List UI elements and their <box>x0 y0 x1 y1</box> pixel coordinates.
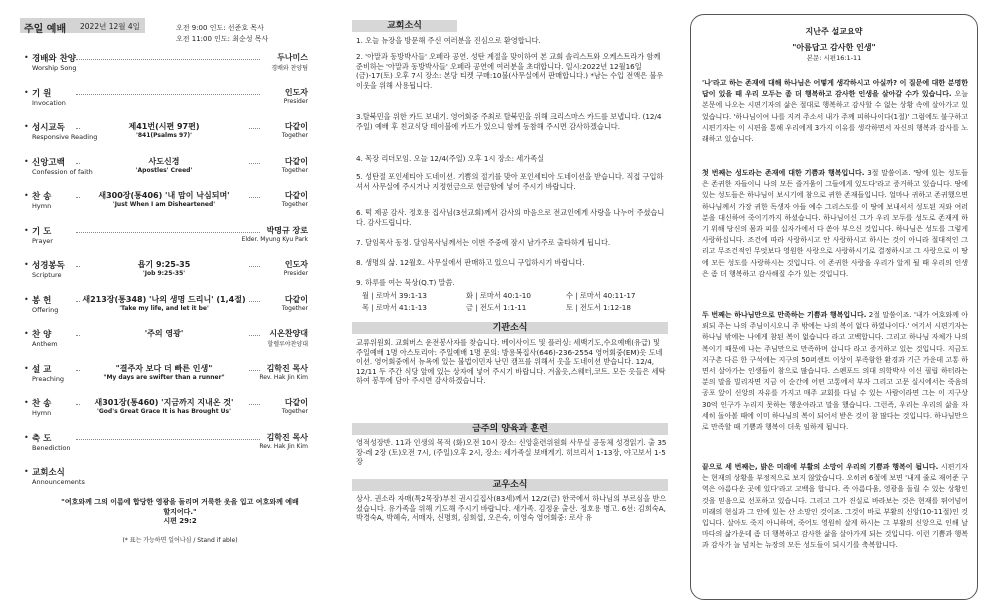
order-item-leader-english: Together <box>281 132 308 139</box>
service-time-1: 오전 9:00 인도: 선준호 목사 <box>176 24 264 32</box>
order-item-leader-english: Together <box>281 201 308 208</box>
order-item-content: "결주자 보다 더 빠른 인생" <box>80 363 248 374</box>
order-item <box>24 259 308 289</box>
news-item-3: 3.탈북민을 위한 카드 보내기. 영어회중 주최로 탈북민을 위해 크리스마스 카드를 보냅니다. (12/4 주일) 예배 후 친교식당 테이블에 카드가 있으니 함께 동참해 주시면 감사하겠습니다. <box>356 112 662 131</box>
closing-verse <box>60 498 300 527</box>
order-item-english: Hymn <box>32 202 52 210</box>
news-item-7: 7. 달임목사 동정. 달임목사님께서는 이번 주중에 잠시 남가주로 출타하게 됩니다. <box>356 238 611 247</box>
order-bullet: • <box>24 398 29 407</box>
news-item-8: 8. 생명의 삶. 12월호. 사무실에서 판매하고 있으니 구입하시기 바랍니다. <box>356 258 585 267</box>
order-item-leader-english: Rev. Hak Jin Kim <box>259 442 308 450</box>
members-header: 교우소식 <box>352 479 668 491</box>
order-item-english: Anthem <box>32 340 58 348</box>
order-item <box>24 432 308 462</box>
order-item-title: 축 도 <box>32 433 52 444</box>
order-item <box>24 466 308 496</box>
order-item-english: Preaching <box>32 374 65 383</box>
order-item-english: Responsive Reading <box>32 133 98 141</box>
order-item-leader-english: Presider <box>283 270 308 277</box>
order-item <box>24 397 308 427</box>
order-bullet: • <box>24 225 29 235</box>
order-item <box>24 190 308 220</box>
order-item-leader-english: 할렐루야찬양대 <box>267 341 308 348</box>
order-item-english: Hymn <box>32 409 52 417</box>
qt-schedule <box>356 291 668 315</box>
order-item <box>24 52 308 82</box>
order-item-leader: 김학진 목사 <box>264 432 308 443</box>
order-item-leader-english: Rev. Hak Jin Kim <box>259 373 308 381</box>
sermon-paragraph-1 <box>702 78 968 145</box>
order-item-leader: 다같이 <box>282 397 308 408</box>
sermon-subtitle: "아름답고 감사한 인생" <box>792 43 876 52</box>
order-item <box>24 294 308 324</box>
order-item-leader-english: Together <box>281 408 308 415</box>
worship-title: 주일 예배 <box>24 24 67 35</box>
order-item <box>24 156 308 186</box>
news-item-6: 6. 떡 제공 감사. 정호용 집사님(3선교회)께서 감사의 마음으로 전교인에게 사랑을 나누어 주셨습니다. 감사드립니다. <box>356 208 665 227</box>
order-bullet: • <box>24 260 29 269</box>
order-item-content-english: 'Job 9:25-35' <box>142 270 186 277</box>
sermon-para-body: 시편기자는 현재의 상황을 부정적으로 보지 않았습니다. 오히려 6절에 보면 '내게 줄로 재어준 구역은 아름다운 곳에 있다'라고 고백을 합니다. 즉 아름다움, 영광을 돌릴 수 있는 상황인 것을 믿음으로 선포하고 있습니다. 그리고 그가 진실로 바라보는 것은 현재를 뛰어넘어 미래의 현실과 그 안에 있는 산 소망인 것이죠. 그것이 바로 부활의 신앙(10-11절)인 것입니다. 살아도 죽지 아니하며, 죽어도 영원히 살게 하시는 그 부활의 신앙으로 인해 날마다의 삶가운데 좀 더 행복하고 감사한 삶을 살아가게 되는 것입니다. 이런 기쁨과 행복과 감사가 늘 넘치는 뉴장의 모든 성도들이 되시기를 축복합니다. <box>702 463 968 550</box>
qt-sat: 토 | 전도서 1:12-18 <box>566 303 631 312</box>
order-item-content: 새213장(통348) '나의 생명 드리니' (1,4절) <box>80 294 248 305</box>
order-item-leader-dots <box>76 232 260 233</box>
order-item-title: 교회소식 <box>32 468 65 478</box>
news-header: 교회소식 <box>352 20 457 32</box>
institution-text: 교류위원회. 교회버스 운전봉사자를 찾습니다. 베이사이드 및 플러싱: 세백기도,수요예배(유급) 및 주일예배 1명 아스토리아: 주일예배 1명 문의: 방용복집사(646)-236-2554 영어회중(EM)옷 도네이션. 영어회중에서 뉴욕에 있는 불법이민자 난민 캠프를 위해서 옷을 도네이션 받습니다. 12/4, 12/11 두 주간 식당 앞에 있는 상자에 넣어 주시기 바랍니다. 겨울옷,스웨터,코트. 모든 옷들은 세탁하여 봉투에 담아 주시면 감사하겠습니다. <box>356 338 666 385</box>
order-item-leader-english: Together <box>281 166 308 174</box>
order-item <box>24 225 308 255</box>
order-item-content: 새301장(통460) '지금까지 지내온 것' <box>80 397 248 408</box>
order-bullet: • <box>24 156 29 166</box>
order-item <box>24 328 308 358</box>
order-item-title: 경배와 찬양 <box>32 54 77 64</box>
nurture-text: 영적성장반. 11과 인생의 목적 (화)오전 10시 장소: 신앙훈련위원회 사무실 공동체 성경읽기. 출 35장-레 2장 (토)오전 7시, (주일)오후 2시, 장소: 세가족실 보배게기. 히브리서 1-13장, 야고보서 1-5장 <box>356 438 667 466</box>
service-time-2: 오전 11:00 인도: 최순성 목사 <box>176 35 269 43</box>
order-item-title: 찬 송 <box>32 399 52 409</box>
news-item-4: 4. 목장 리더모임. 오늘 12/4(주일) 오후 1시 장소: 세가족실 <box>356 154 545 163</box>
order-item-english: Invocation <box>32 98 66 107</box>
order-item-english: Benediction <box>32 443 71 452</box>
order-item-leader: 시온찬양대 <box>266 328 308 339</box>
order-item-english: Prayer <box>32 236 53 245</box>
order-bullet: • <box>24 467 29 476</box>
nurture-header: 금주의 양육과 훈련 <box>352 423 668 435</box>
order-item-leader-english: 경배와 찬양팀 <box>271 65 308 72</box>
order-item-title: 봉 헌 <box>32 295 52 306</box>
order-item-content: 사도신경 <box>80 156 248 167</box>
order-bullet: • <box>24 53 29 62</box>
institution-header: 기관소식 <box>352 322 668 334</box>
worship-date: 2022년 12월 4일 <box>80 22 140 31</box>
qt-fri: 금 | 전도서 1:1-11 <box>466 303 527 312</box>
order-item-content: '주의 영광' <box>80 328 248 339</box>
order-item-leader-english: Elder. Myung Kyu Park <box>241 235 308 243</box>
order-item-leader-english: Together <box>281 304 308 312</box>
sermon-para-body: 3절 말씀이죠. '땅에 있는 성도들은 존귀한 자들이니 나의 모든 즐거움이 그들에게 있도다'라고 증거하고 있습니다. 땅에 있는 성도들은 하나님이 보시기에 참으로 귀한 존재들입니다. 얼마나 귀하고 존귀했으면 하나님께서 가장 귀한 독생자 아들 예수 그리스도를 이 땅에 보내셔서 성도된 저와 여러분을 대신하여 죽이기까지 하셨습니다. 하나님이신 그가 우리 모두를 성도로 존재케 하기 위해 당신의 몸과 피를 십자가에서 다 쏟아 부으신 것입니다. 하나님은 성도를 그렇게 사랑하십니다. 조건에 따라 사랑하시고 안 사랑하시고 하시는 것이 아니라 절대적인 그리고 무조건적인 무엇보다 영원한 사랑으로 사랑하시기로 결정하시고 그 사랑으로 이 땅에 모든 성도를 사랑하시는 것입니다. 이 존귀한 사랑을 우리가 알게 될 때 우리의 인생은 좀 더 행복하고 감사해질 수가 있는 것입니다. <box>702 169 968 278</box>
sermon-title: 지난주 설교요약 <box>805 27 863 36</box>
order-item-title: 설 교 <box>32 364 52 375</box>
closing-verse-text: "여호와께 그의 이름에 합당한 영광을 돌리며 거룩한 옷을 입고 여호와께 예배할지어다." <box>61 498 299 516</box>
qt-thu: 목 | 로마서 41:1-13 <box>362 303 427 312</box>
order-bullet: • <box>24 432 29 442</box>
order-item-title: 찬 송 <box>32 192 52 202</box>
order-item-title: 찬 양 <box>32 330 52 340</box>
news-item-5: 5. 성탄절 포인세티아 도네이션. 기쁨의 절기를 맞아 포인세티아 도네이션을 받습니다. 직접 구입하셔서 사무실에 주시거나 지정헌금으로 헌금함에 넣어 주시기 바랍니다. <box>356 172 664 191</box>
order-item-leader: 인도자 <box>282 87 308 98</box>
order-item-leader: 인도자 <box>282 259 308 270</box>
order-item-title: 기 원 <box>32 88 52 99</box>
order-item-content-english: '841(Psalms 97)' <box>136 132 192 139</box>
order-item <box>24 363 308 393</box>
order-item-english: Announcements <box>32 478 85 486</box>
members-text: 상사. 권소라 자매(특2목장)부친 권시길집사(83세)께서 12/2(금) 한국에서 하나님의 부르심을 받으셨습니다. 유가족을 위해 기도해 주시기 바랍니다. 새가족. 김정윤 출산. 정호용 병고. 6선: 김희숙A, 박경숙A, 박혜숙, 서매자, 신명희, 심희섭, 오은숙, 이영숙 영어회중: 로사 유 <box>356 494 667 522</box>
order-item-title: 성경봉독 <box>32 261 65 271</box>
order-item-content-english: 'Apostles' Creed' <box>135 166 193 174</box>
order-item-leader-dots <box>76 439 260 440</box>
order-item-english: Worship Song <box>32 64 77 72</box>
order-item-leader: 김학진 목사 <box>264 363 308 374</box>
order-item-title: 성시교독 <box>32 123 65 133</box>
order-item-content-english: 'God's Great Grace It is has Brought Us' <box>97 408 231 415</box>
order-item-content: 욥기 9:25-35 <box>80 259 248 270</box>
order-item-title: 신앙고백 <box>32 157 65 168</box>
order-bullet: • <box>24 87 29 97</box>
sermon-reference: 본문: 시편16:1-11 <box>806 54 862 62</box>
sermon-para-body: 2절 말씀이죠. '내가 여호와께 아뢰되 주는 나의 주님이시오니 주 밖에는 나의 복이 없다 하였나이다.' 여기서 시편기자는 하나님 밖에는 나에게 참된 복이 없습니다 라고 고백합니다. 그리고 하나님 자체가 나의 복이기 때문에 나는 주님만으로 만족하며 삽니다 라고 증거하고 있는 것입니다. 지금도 지구촌 다른 한 구석에는 지구의 50퍼센트 이상이 부족함한 환경과 기근 가운데 고통 하면서 살아가는 인생들이 참으로 많습니다. 스펜포드 의대 의학박사 이신 필립 하터라는 분의 말을 빌리자면 지금 이 순간에 어떤 고통에서 부자 그리고 고문 실시에서는 죽음의 공포 앞이 신앙의 자유를 가지고 매주 교회를 다닐 수 있는 사람이라면 그는 이 지구상 30억 인구가 누리지 못하는 행운아라고 말을 했습니다. 그런즉, 우리는 우리의 삶을 자세히 돌아볼 때에 이미 하나님의 복이 되어서 받은 것이 참 많다는 것입니다. 하나님만으로 만족할 때 기쁨과 행복이 더욱 임하게 됩니다. <box>702 311 969 432</box>
sermon-para-lead: 첫 번째는 성도라는 존재에 대한 기쁨과 행복입니다. <box>702 169 865 177</box>
order-item-leader: 박명규 장로 <box>264 225 308 236</box>
order-item-content-english: "My days are swifter than a runner" <box>103 373 225 381</box>
order-bullet: • <box>24 363 29 373</box>
sermon-para-lead: '나'라고 하는 존재에 대해 하나님은 어떻게 생각하시고 아실까? 이 질문에 대한 분명한 답이 있을 때 우리 모두는 좀 더 행복하고 감사한 인생을 살아갈 수가 있습니다. <box>702 79 968 99</box>
order-item-content: 제41번(시편 97편) <box>80 121 248 132</box>
qt-mon: 월 | 로마서 39:1-13 <box>362 291 427 300</box>
order-item-english: Confession of faith <box>32 167 93 176</box>
order-item-leader: 다같이 <box>282 121 308 132</box>
order-item-leader: 다같이 <box>282 156 308 167</box>
order-item-content-english: 'Just When I am Disheartened' <box>112 201 216 208</box>
order-item-leader-dots <box>76 59 260 60</box>
order-bullet: • <box>24 122 29 131</box>
order-bullet: • <box>24 294 29 304</box>
sermon-para-lead: 끝으로 세 번째는, 밝은 미래에 부활의 소망이 우리의 기쁨과 행복이 됩니다. <box>702 463 939 471</box>
qt-tue: 화 | 로마서 40:1-10 <box>466 291 531 300</box>
order-item-content: 새300장(통406) '내 맘이 낙심되며' <box>80 190 248 201</box>
stand-note: (* 표는 가능하면 일어나심 / Stand if able) <box>122 537 238 544</box>
order-item <box>24 87 308 117</box>
sermon-para-body: 오늘 본문에 나오는 시편기자의 삶은 절대로 행복하고 감사할 수 없는 상황 속에 살아가고 있었습니다. '하나님이여 나를 지켜 주소서 내가 주께 피하나이다(1절)' 그럼에도 불구하고 시편기자는 이 시편을 통해 우리에게 3가지 이유를 생각하면서 자신의 행복과 감사를 노래하고 있습니다. <box>702 90 968 144</box>
worship-header <box>20 14 320 54</box>
closing-verse-ref: 시편 29:2 <box>163 517 197 525</box>
order-item-content-english: 'Take my life, and let it be' <box>119 304 209 312</box>
order-item-leader: 다같이 <box>282 294 308 305</box>
order-bullet: • <box>24 329 29 338</box>
sermon-paragraph-4 <box>702 462 968 552</box>
order-item-english: Scripture <box>32 271 62 279</box>
sermon-paragraph-2 <box>702 168 968 280</box>
order-bullet: • <box>24 191 29 200</box>
news-item-9: 9. 하루를 여는 묵상(Q.T) 말씀. <box>356 278 455 287</box>
news-item-2: 2. '아말과 동방박사들' 오페라 공연. 성탄 계절을 맞이하여 본 교회 솔리스트와 오케스트라가 함께 준비하는 '아말과 동방박사들' 오페라 공연에 여러분을 초대합니다. 일시:2022년 12월16일(금)-17(토) 오후 7시 장소: 본당 티켓 구매:10불(사무실에서 판매합니다.) *남는 수입 전액은 불우이웃을 위해 사용됩니다. <box>356 52 664 90</box>
order-item <box>24 121 308 151</box>
order-item-leader: 다같이 <box>282 190 308 201</box>
order-item-english: Offering <box>32 305 59 314</box>
order-item-leader: 두나미스 <box>274 52 308 63</box>
sermon-para-lead: 두 번째는 하나님만으로 만족하는 기쁨과 행복입니다. <box>702 311 867 319</box>
order-item-leader-english: Presider <box>283 97 308 105</box>
qt-wed: 수 | 로마서 40:11-17 <box>566 291 636 300</box>
order-item-leader-dots <box>76 94 260 95</box>
order-item-title: 기 도 <box>32 226 52 237</box>
sermon-paragraph-3 <box>702 310 968 433</box>
news-item-1: 1. 오늘 뉴장을 방문해 주신 여러분을 진심으로 환영합니다. <box>356 36 541 45</box>
